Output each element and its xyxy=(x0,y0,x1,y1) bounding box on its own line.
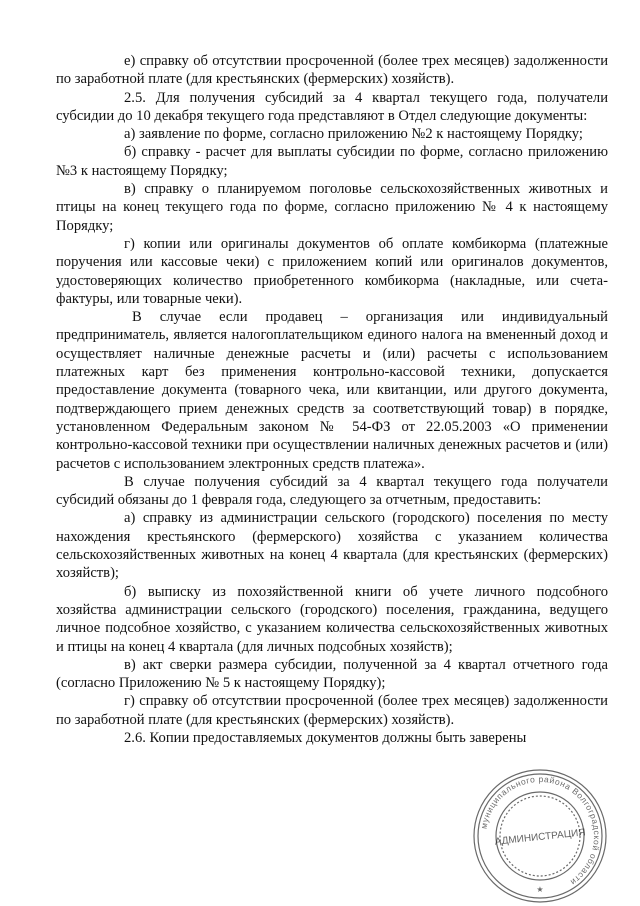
paragraph-g-salary-debt: г) справку об отсутствии просроченной (более трех месяцев) задолженности по заработной плате (для крестьянских (фермерских) хозяйств). xyxy=(56,693,608,728)
paragraph-b-extract: б) выписку из похозяйственной книги об учете личного подсобного хозяйства администрации сельского (городского) поселения, гражданина, ведущего личное подсобное хозяйство, с указанием количества сельскохозяйственных животных и птицы на конец 4 квартала (для личных подсобных хозяйств); xyxy=(56,583,608,655)
seal-stamp xyxy=(470,766,610,906)
paragraph-seller-case: В случае если продавец – организация или индивидуальный предприниматель, является налогоплательщиком единого налога на вмененный доход и осуществляет наличные денежные расчеты и (или) расчеты с использованием платежных карт без применения контрольно-кассовой техники, допускается предоставление документа (товарного чека, или квитанции, или другого документа, подтверждающего прием денежных средств за соответствующий товар) в порядке, установленном Федеральным законом № 54-ФЗ от 22.05.2003 «О применении контрольно-кассовой техники при осуществлении наличных денежных расчетов и (или) расчетов с использованием электронных средств платежа». xyxy=(56,309,608,472)
paragraph-v-livestock: в) справку о планируемом поголовье сельскохозяйственных животных и птицы на конец текущего года по форме, согласно приложению № 4 к настоящему Порядку; xyxy=(56,181,608,234)
paragraph-e-salary-debt: е) справку об отсутствии просроченной (более трех месяцев) задолженности по заработной плате (для крестьянских (фермерских) хозяйств). xyxy=(56,53,608,88)
paragraph-q4-obligations: В случае получения субсидий за 4 квартал текущего года получатели субсидий обязаны до 1 февраля года, следующего за отчетным, предоставить: xyxy=(56,473,608,509)
paragraph-v-reconciliation: в) акт сверки размера субсидии, полученной за 4 квартал отчетного года (согласно Приложению № 5 к настоящему Порядку); xyxy=(56,656,608,692)
paragraph-2-5: 2.5. Для получения субсидий за 4 квартал текущего года, получатели субсидии до 10 декабря текущего года представляют в Отдел следующие документы: xyxy=(56,89,608,124)
paragraph-a-application: а) заявление по форме, согласно приложению №2 к настоящему Порядку; xyxy=(124,126,583,143)
stamp-ring-text: муниципального района Волгоградской области xyxy=(478,773,603,888)
stamp-center-text: АДМИНИСТРАЦИЯ xyxy=(494,827,587,848)
stamp-star-icon: ★ xyxy=(536,885,544,894)
paragraph-a-certificate: а) справку из администрации сельского (городского) поселения по месту нахождения крестьянского (фермерского) хозяйства с указанием количества сельскохозяйственных животных на конец 4 квартала (для крестьянских (фермерских) хозяйств); xyxy=(56,510,608,582)
document-page xyxy=(56,52,608,747)
paragraph-2-6: 2.6. Копии предоставляемых документов должны быть заверены xyxy=(124,729,527,746)
paragraph-b-calculation: б) справку - расчет для выплаты субсидии по форме, согласно приложению №3 к настоящему Порядку; xyxy=(56,144,608,179)
paragraph-g-feed-payments: г) копии или оригиналы документов об оплате комбикорма (платежные поручения или кассовые чеки) с приложением копий или оригиналов документов, удостоверяющих количество приобретенного комбикорма (накладные, или счета-фактуры, или товарные чеки). xyxy=(56,235,608,307)
